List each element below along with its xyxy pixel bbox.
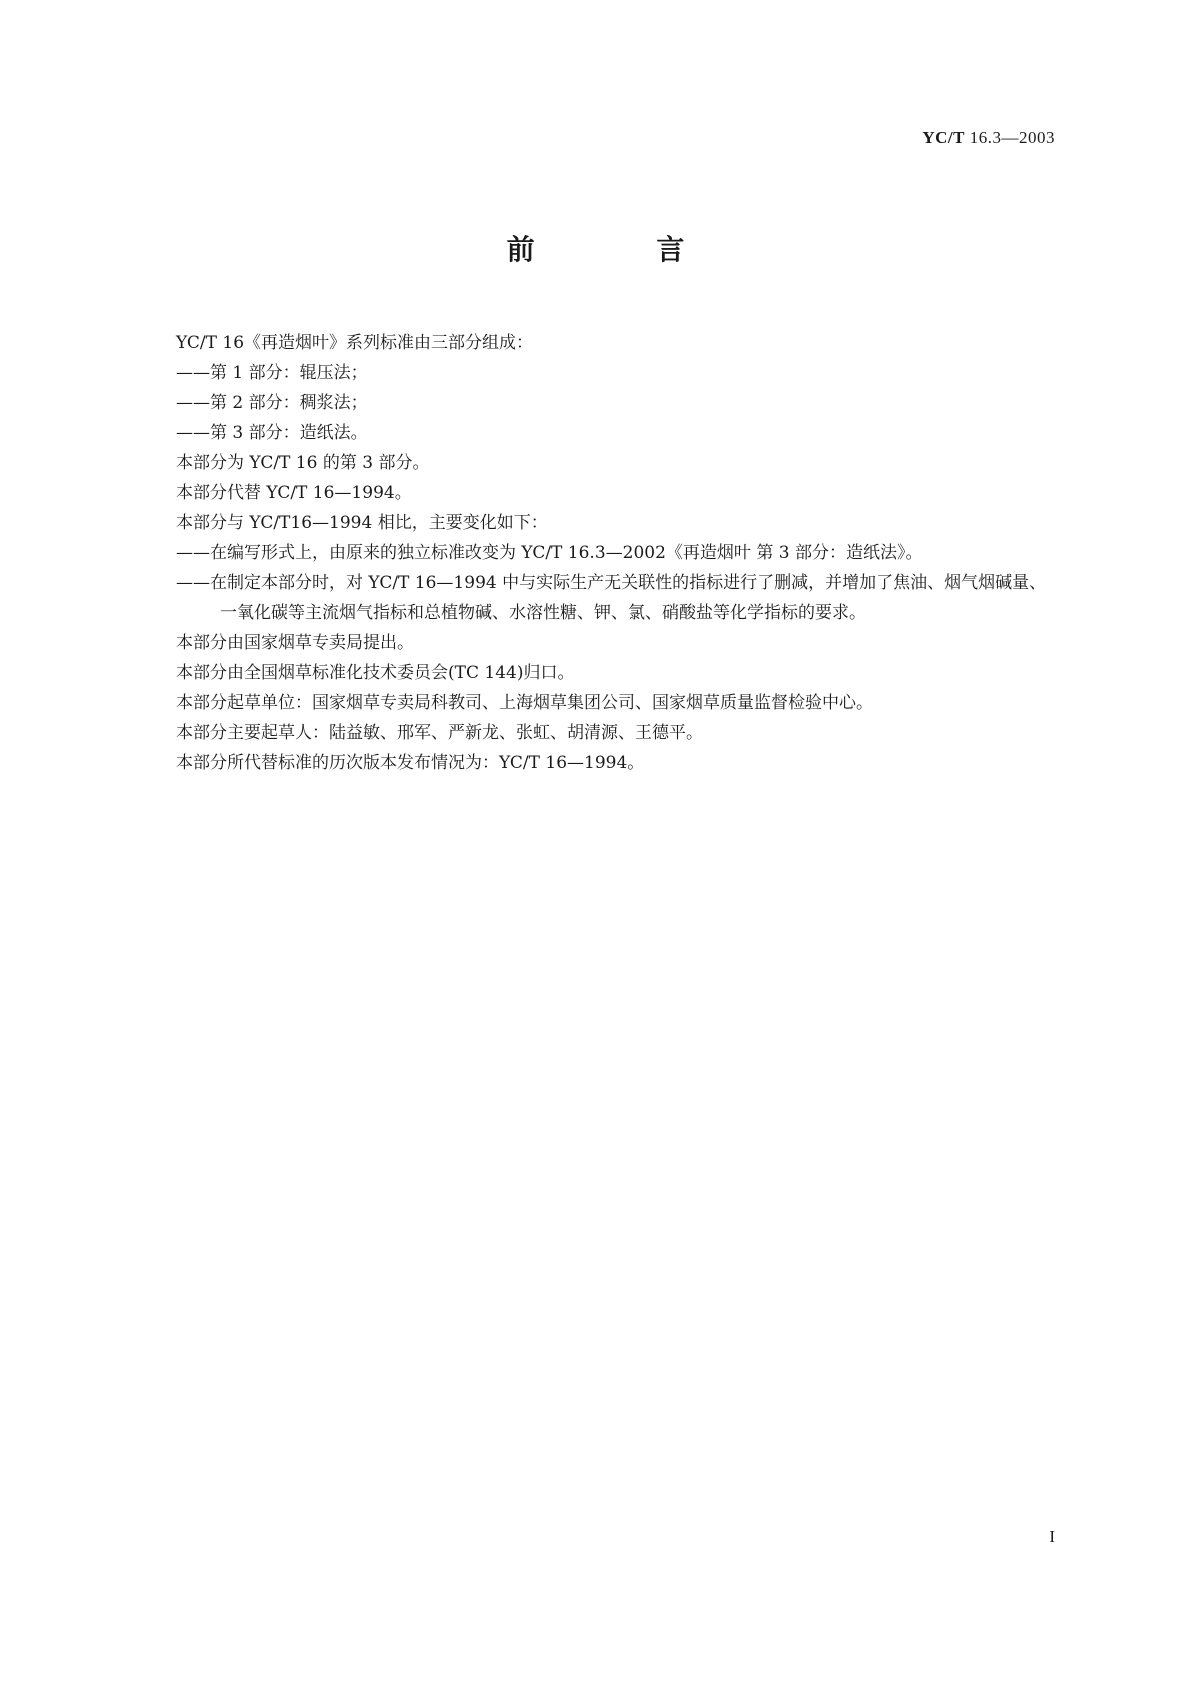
list-item-part-2: ——第 2 部分：稠浆法； (176, 393, 368, 413)
standard-code-number: 16.3—2003 (969, 128, 1055, 147)
paragraph-intro: YC/T 16《再造烟叶》系列标准由三部分组成： (176, 333, 534, 353)
list-item-part-3: ——第 3 部分：造纸法。 (176, 423, 368, 443)
page-title: 前 言 (506, 233, 741, 266)
paragraph-replaces: 本部分代替 YC/T 16—1994。 (176, 483, 412, 503)
paragraph-history: 本部分所代替标准的历次版本发布情况为：YC/T 16—1994。 (176, 753, 645, 773)
standard-code (922, 128, 1055, 148)
paragraph-changes-intro: 本部分与 YC/T16—1994 相比，主要变化如下： (176, 513, 548, 533)
standard-code-prefix: YC/T (922, 128, 965, 147)
paragraph-scope: 本部分为 YC/T 16 的第 3 部分。 (176, 453, 430, 473)
list-item-part-1: ——第 1 部分：辊压法； (176, 363, 368, 383)
page-number: I (1049, 1527, 1055, 1546)
paragraph-proposer: 本部分由国家烟草专卖局提出。 (176, 633, 414, 653)
paragraph-committee: 本部分由全国烟草标准化技术委员会(TC 144)归口。 (176, 663, 575, 683)
foreword-body (176, 328, 1056, 778)
list-item-change-2: ——在制定本部分时，对 YC/T 16—1994 中与实际生产无关联性的指标进行了删减，并增加了焦油、烟气烟碱量、一氧化碳等主流烟气指标和总植物碱、水溶性糖、钾、氯、硝酸盐等化学指标的要求。 (176, 573, 1047, 623)
paragraph-drafting-units: 本部分起草单位：国家烟草专卖局科教司、上海烟草集团公司、国家烟草质量监督检验中心。 (176, 693, 873, 713)
paragraph-drafters: 本部分主要起草人：陆益敏、邢军、严新龙、张虹、胡清源、王德平。 (176, 723, 703, 743)
list-item-change-1: ——在编写形式上，由原来的独立标准改变为 YC/T 16.3—2002《再造烟叶 第 3 部分：造纸法》。 (176, 543, 923, 563)
